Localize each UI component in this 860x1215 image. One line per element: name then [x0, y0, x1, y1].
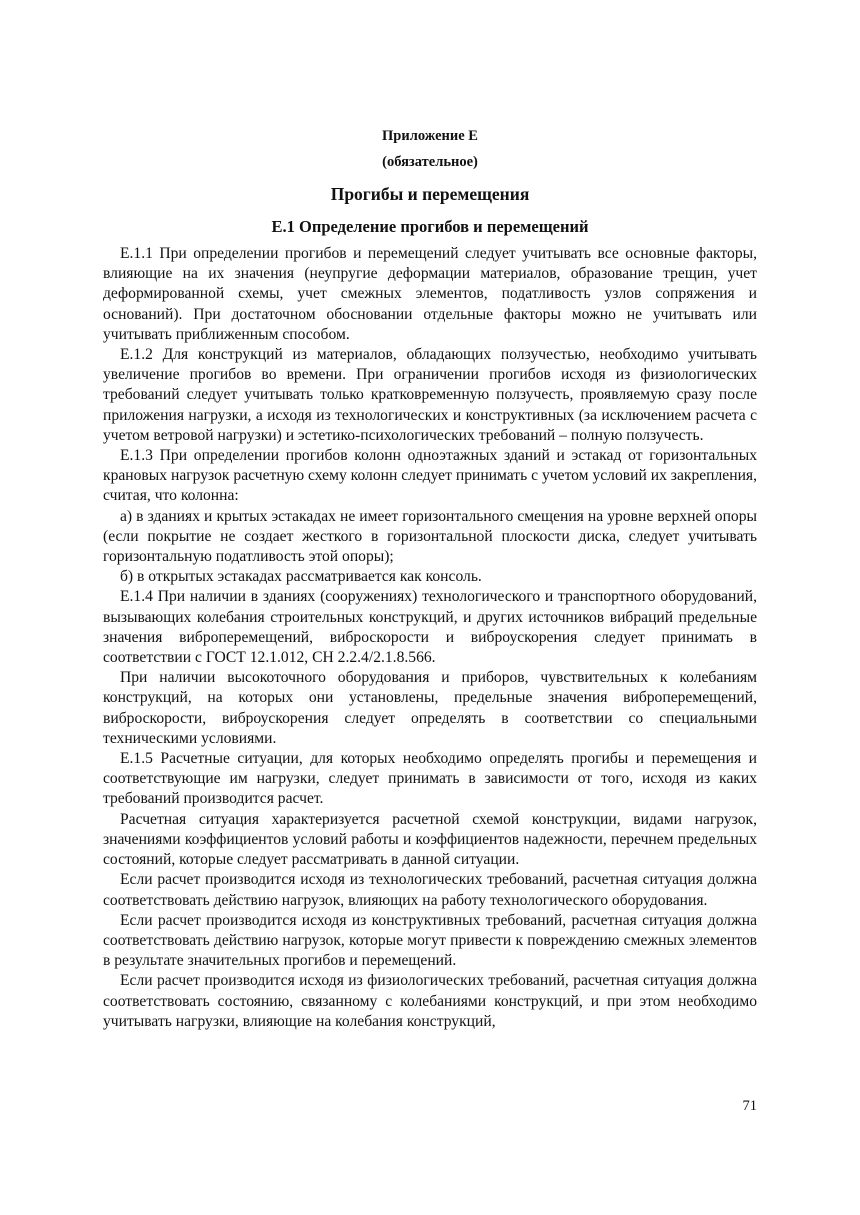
page-number: 71	[742, 1098, 757, 1114]
paragraph-e-1-2: Е.1.2 Для конструкций из материалов, обладающих ползучестью, необходимо учитывать увеличение прогибов во времени. При ограничении прогибов исходя из физиологических требований следует учитывать только кратковременную ползучесть, проявляемую сразу после приложения нагрузки, а исходя из технологических и конструктивных (за исключением расчета с учетом ветровой нагрузки) и эстетико-психологических требований – полную ползучесть.	[103, 346, 757, 444]
list-item-b: б) в открытых эстакадах рассматривается как консоль.	[120, 568, 482, 586]
paragraph-e-1-3: Е.1.3 При определении прогибов колонн одноэтажных зданий и эстакад от горизонтальных крановых нагрузок расчетную схему колонн следует принимать с учетом условий их закрепления, считая, что колонна:	[103, 447, 757, 505]
paragraph-design-situation: Расчетная ситуация характеризуется расчетной схемой конструкции, видами нагрузок, значениями коэффициентов условий работы и коэффициентов надежности, перечнем предельных состояний, которые следует рассматривать в данной ситуации.	[103, 810, 757, 869]
paragraph-technological: Если расчет производится исходя из технологических требований, расчетная ситуация должна соответствовать действию нагрузок, влияющих на работу технологического оборудования.	[103, 871, 757, 909]
paragraph-e-1-1: Е.1.1 При определении прогибов и перемещений следует учитывать все основные факторы, влияющие на их значения (неупругие деформации материалов, образование трещин, учет деформированной схемы, учет смежных элементов, податливость узлов сопряжения и оснований). При достаточном обосновании отдельные факторы можно не учитывать или учитывать приближенным способом.	[103, 245, 757, 343]
appendix-status: (обязательное)	[382, 154, 478, 170]
paragraph-high-precision: При наличии высокоточного оборудования и приборов, чувствительных к колебаниям конструкций, на которых они установлены, предельные значения виброперемещений, виброскорости, виброускорения следует определять в соответствии со специальными техническими условиями.	[103, 669, 757, 747]
appendix-title: Прогибы и перемещения	[330, 184, 530, 204]
paragraph-constructive: Если расчет производится исходя из конструктивных требований, расчетная ситуация должна соответствовать действию нагрузок, которые могут привести к повреждению смежных элементов в результате значительных прогибов и перемещений.	[103, 911, 757, 970]
paragraph-e-1-5: Е.1.5 Расчетные ситуации, для которых необходимо определять прогибы и перемещения и соответствующие им нагрузки, следует принимать в зависимости от того, исходя из каких требований производится расчет.	[103, 750, 757, 808]
paragraph-e-1-4: Е.1.4 При наличии в зданиях (сооружениях) технологического и транспортного оборудований, вызывающих колебания строительных конструкций, и других источников вибраций предельные значения виброперемещений, виброскорости и виброускорения следует принимать в соответствии с ГОСТ 12.1.012, СН 2.2.4/2.1.8.566.	[103, 588, 757, 667]
appendix-heading: Приложение Е	[382, 128, 478, 144]
document-body	[103, 244, 757, 1032]
paragraph-physiological: Если расчет производится исходя из физиологических требований, расчетная ситуация должна соответствовать состоянию, связанному с колебаниями конструкций, и при этом необходимо учитывать нагрузки, влияющие на колебания конструкций,	[103, 972, 757, 1030]
section-heading: Е.1 Определение прогибов и перемещений	[271, 217, 589, 236]
list-item-a: а) в зданиях и крытых эстакадах не имеет горизонтального смещения на уровне верхней опоры (если покрытие не создает жесткого в горизонтальной плоскости диска, следует учитывать горизонтальную податливость этой опоры);	[103, 507, 757, 566]
